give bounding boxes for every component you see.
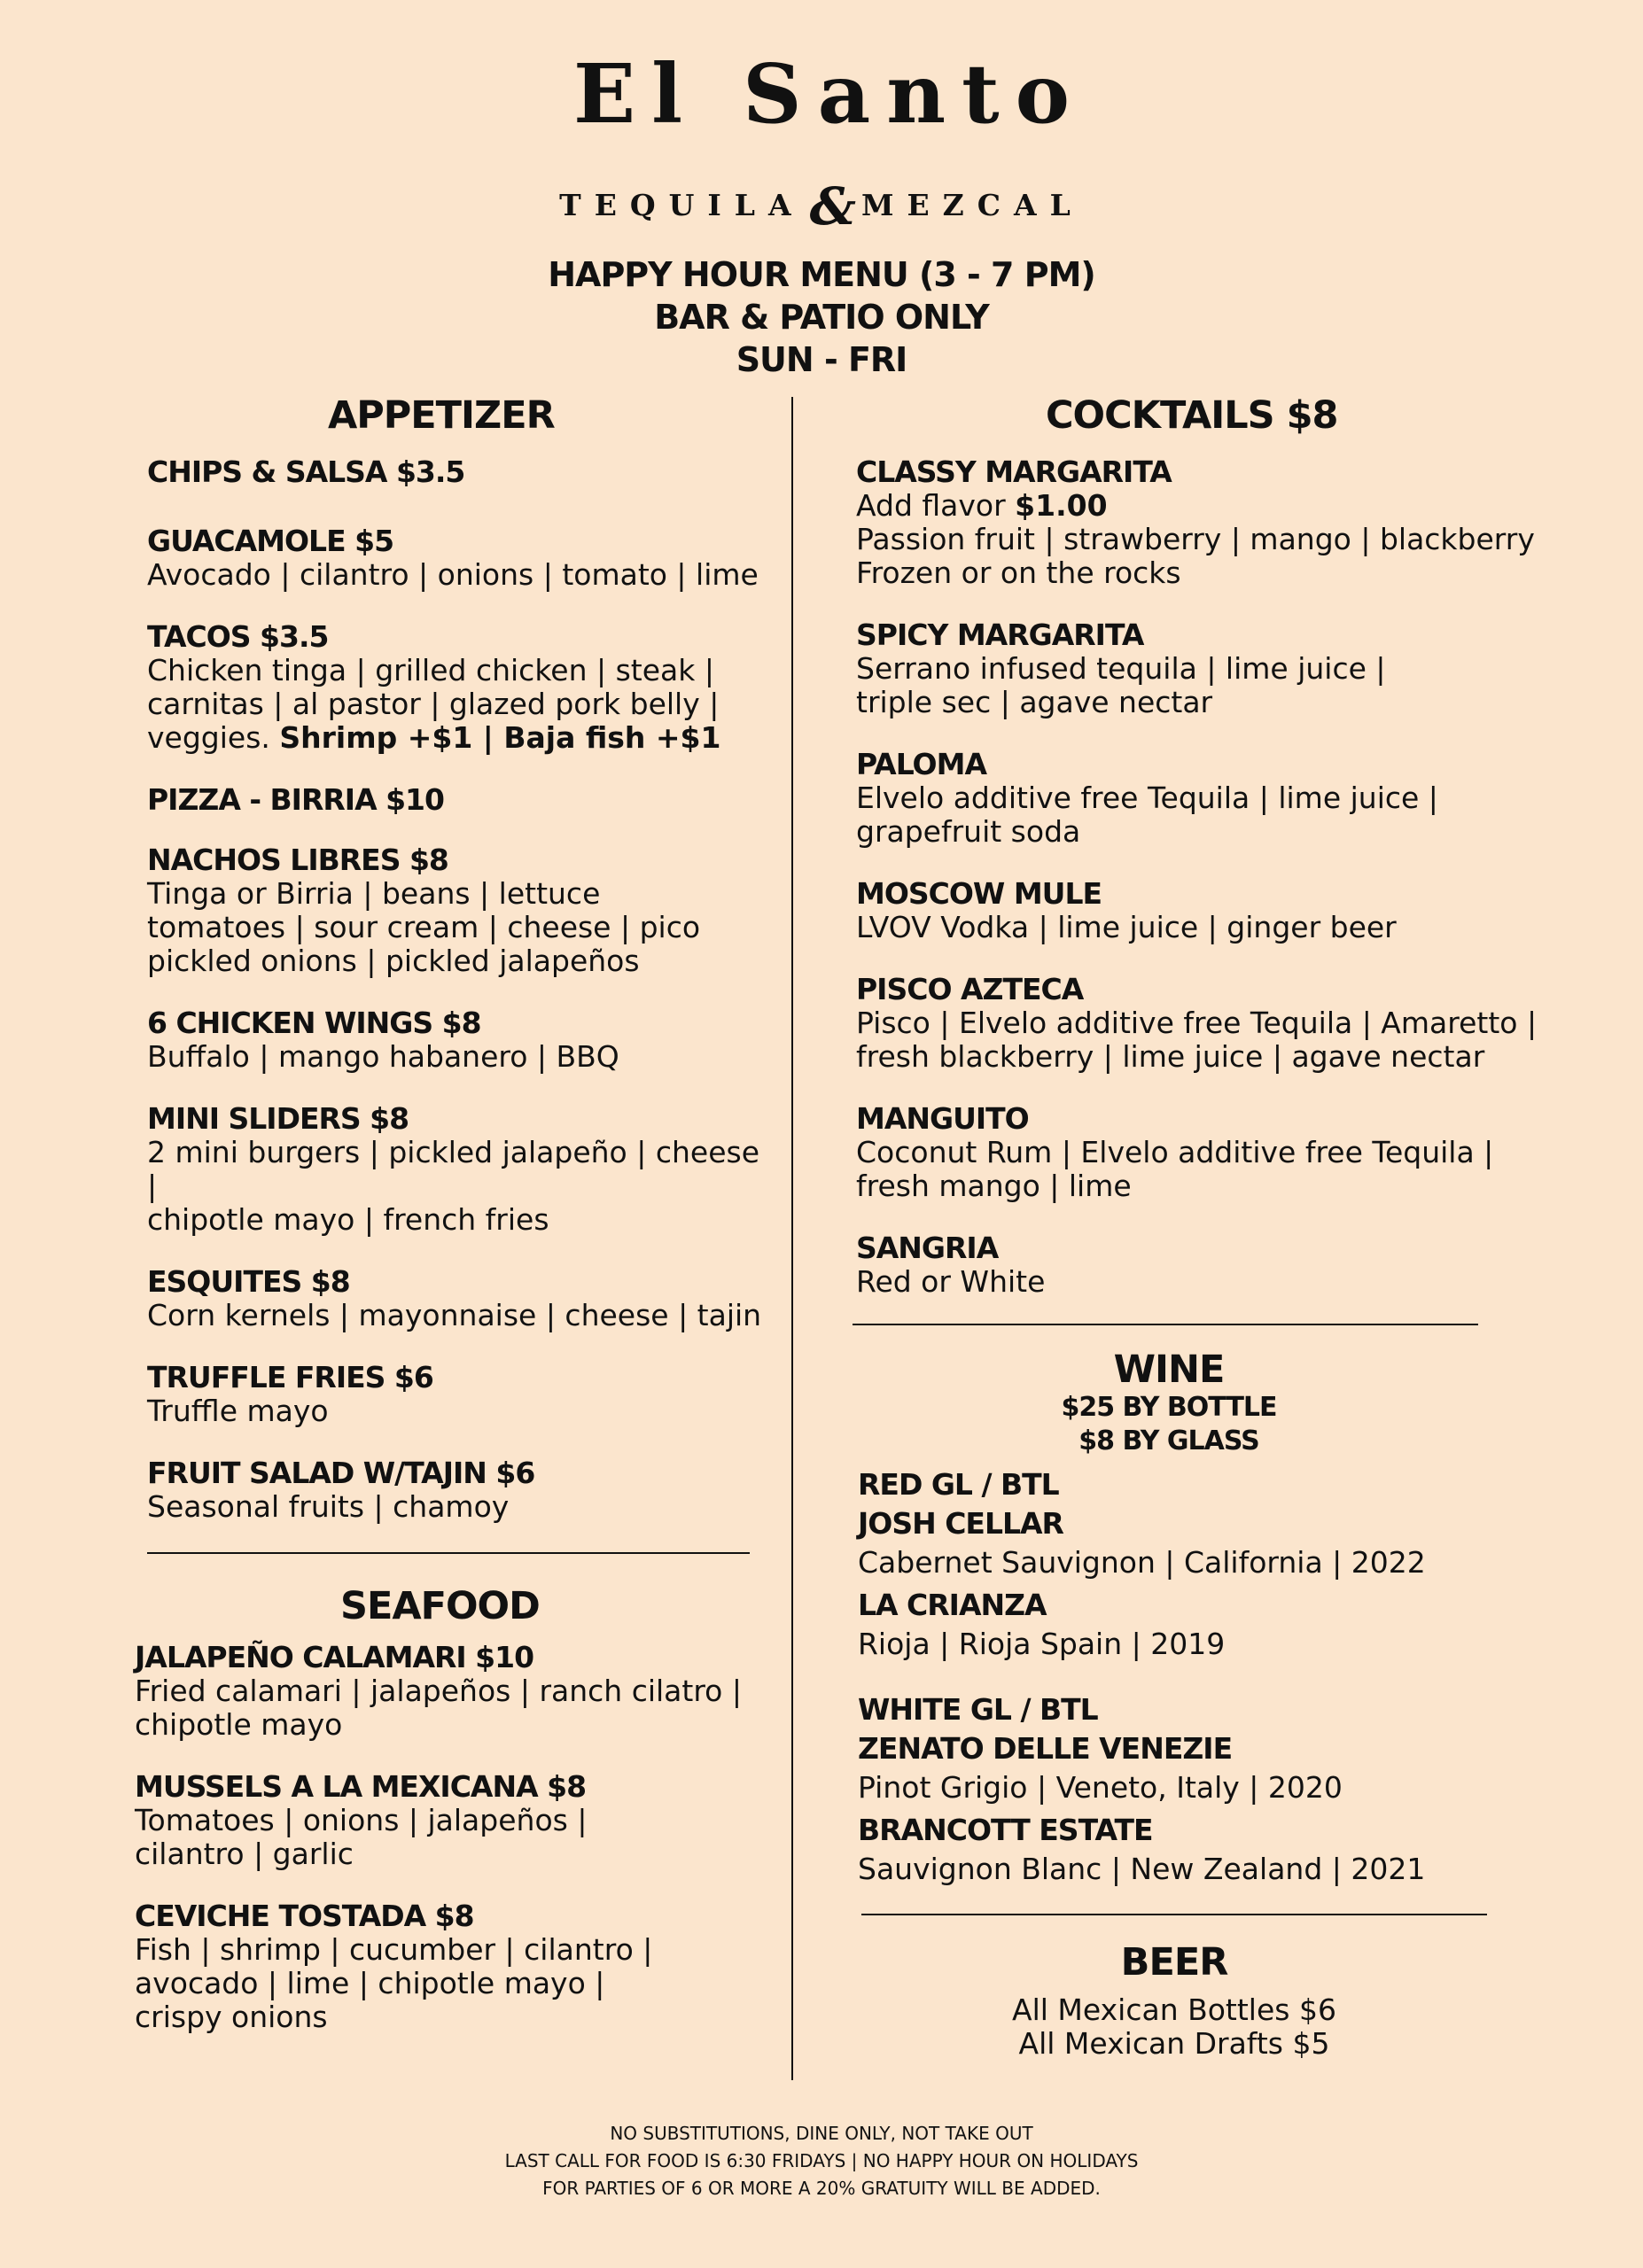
menu-item-name: CEVICHE TOSTADA $8 (135, 1899, 474, 1933)
menu-item-desc: Buffalo | mango habanero | BBQ (147, 1039, 619, 1074)
wine-name: LA CRIANZA (858, 1588, 1047, 1622)
wine-name: ZENATO DELLE VENEZIE (858, 1731, 1233, 1766)
menu-item (147, 843, 767, 978)
menu-item-desc: Pisco | Elvelo additive free Tequila | Amaretto | fresh blackberry | lime juice | agave nectar (856, 1006, 1538, 1074)
menu-item-name: SPICY MARGARITA (856, 617, 1144, 652)
menu-item-name: ESQUITES $8 (147, 1264, 350, 1299)
menu-item (856, 877, 1547, 944)
footer-line: LAST CALL FOR FOOD IS 6:30 FRIDAYS | NO HAPPY HOUR ON HOLIDAYS (504, 2150, 1139, 2171)
menu-item-addon-label: Add flavor (856, 488, 1016, 523)
wine-desc: Sauvignon Blanc | New Zealand | 2021 (858, 1852, 1426, 1886)
menu-item-name: SANGRIA (856, 1231, 999, 1265)
wine-category-white: WHITE GL / BTL (858, 1692, 1098, 1727)
wine-title: WINE (1113, 1348, 1225, 1392)
menu-item-desc: Truffle mayo (147, 1394, 329, 1428)
brand-subtitle (0, 176, 1643, 237)
beer-title: BEER (1120, 1940, 1228, 1984)
menu-item-desc-text: Chicken tinga | grilled chicken | steak | carnitas | al pastor | glazed pork belly | veggies. (147, 653, 720, 755)
menu-item (147, 1006, 767, 1074)
menu-item-desc: LVOV Vodka | lime juice | ginger beer (856, 910, 1397, 944)
menu-item-name: CHIPS & SALSA $3.5 (147, 454, 465, 489)
menu-item-desc: Red or White (856, 1264, 1046, 1299)
menu-item-name: TRUFFLE FRIES $6 (147, 1360, 433, 1394)
menu-item-name: MANGUITO (856, 1101, 1029, 1136)
happy-hour-line: BAR & PATIO ONLY (654, 298, 989, 337)
menu-item-name: MOSCOW MULE (856, 876, 1102, 911)
menu-item (856, 455, 1547, 590)
menu-item (147, 1361, 767, 1428)
wine-section (856, 1348, 1482, 1458)
brand-subtitle-mezcal: MEZCAL (861, 188, 1084, 222)
wine-price-bottle: $25 BY BOTTLE (1061, 1392, 1277, 1423)
menu-item (135, 1641, 767, 1742)
menu-item (856, 748, 1547, 849)
menu-item (147, 524, 767, 592)
cocktails-title: COCKTAILS $8 (1046, 393, 1338, 438)
beer-section (861, 1937, 1487, 2061)
menu-item-name: TACOS $3.5 (147, 619, 329, 654)
wine-category-red: RED GL / BTL (858, 1467, 1059, 1502)
menu-item (856, 973, 1547, 1074)
seafood-title: SEAFOOD (340, 1584, 540, 1628)
column-divider (791, 397, 793, 2080)
brand-subtitle-ampersand: & (809, 176, 856, 237)
menu-item-name: FRUIT SALAD W/TAJIN $6 (147, 1456, 535, 1490)
menu-item-desc: Fried calamari | jalapeños | ranch cilatro | chipotle mayo (135, 1674, 742, 1742)
menu-item (856, 618, 1547, 719)
happy-hour-line: SUN - FRI (736, 340, 907, 379)
menu-item (856, 1231, 1547, 1299)
menu-item-addon-line (856, 489, 1547, 523)
menu-item-desc: Serrano infused tequila | lime juice | triple sec | agave nectar (856, 651, 1386, 719)
wine-desc: Rioja | Rioja Spain | 2019 (858, 1627, 1226, 1661)
menu-item-name: PISCO AZTECA (856, 972, 1084, 1006)
happy-hour-info (0, 253, 1643, 381)
footer-line: FOR PARTIES OF 6 OR MORE A 20% GRATUITY WILL BE ADDED. (542, 2178, 1101, 2199)
section-divider (853, 1324, 1478, 1325)
menu-item-desc: Avocado | cilantro | onions | tomato | lime (147, 557, 759, 592)
menu-item-desc (147, 654, 767, 755)
appetizer-title: APPETIZER (328, 393, 555, 438)
menu-header (0, 46, 1643, 381)
menu-item (135, 1770, 767, 1871)
footer-line: NO SUBSTITUTIONS, DINE ONLY, NOT TAKE OUT (610, 2123, 1033, 2144)
menu-item-name: MUSSELS A LA MEXICANA $8 (135, 1769, 587, 1804)
wine-desc: Pinot Grigio | Veneto, Italy | 2020 (858, 1770, 1343, 1805)
menu-item (147, 620, 767, 755)
menu-item-name: 6 CHICKEN WINGS $8 (147, 1006, 481, 1040)
brand-logo-title: El Santo (573, 46, 1086, 142)
brand-subtitle-tequila: TEQUILA (559, 188, 805, 222)
menu-item-desc: Tinga or Birria | beans | lettuce tomatoes | sour cream | cheese | pico pickled onions | pickled jalapeños (147, 876, 701, 978)
beer-bottles: All Mexican Bottles $6 (1012, 1992, 1336, 2027)
menu-item-name: PIZZA - BIRRIA $10 (147, 782, 444, 817)
right-column (856, 390, 1547, 2061)
menu-item-addon: Shrimp +$1 | Baja fish +$1 (279, 720, 721, 755)
section-divider (861, 1914, 1487, 1915)
menu-footer (0, 2120, 1643, 2202)
menu-item-desc: 2 mini burgers | pickled jalapeño | cheese | chipotle mayo | french fries (147, 1135, 760, 1237)
menu-item-addon-price: $1.00 (1015, 488, 1108, 523)
beer-drafts: All Mexican Drafts $5 (1018, 2026, 1330, 2061)
menu-item (135, 1899, 767, 2034)
wine-name: JOSH CELLAR (858, 1506, 1063, 1541)
section-divider (147, 1552, 750, 1554)
menu-item (147, 1102, 767, 1237)
menu-item-desc: Tomatoes | onions | jalapeños | cilantro | garlic (135, 1803, 588, 1871)
menu-item-name: CLASSY MARGARITA (856, 454, 1172, 489)
wine-name: BRANCOTT ESTATE (858, 1813, 1153, 1847)
menu-item-name: MINI SLIDERS $8 (147, 1101, 409, 1136)
happy-hour-line: HAPPY HOUR MENU (3 - 7 PM) (548, 255, 1095, 294)
wine-desc: Cabernet Sauvignon | California | 2022 (858, 1545, 1426, 1580)
menu-item (147, 1456, 767, 1524)
menu-item-desc: Coconut Rum | Elvelo additive free Tequila | fresh mango | lime (856, 1135, 1494, 1203)
menu-item (147, 455, 767, 489)
menu-item-desc: Elvelo additive free Tequila | lime juice | grapefruit soda (856, 781, 1438, 849)
menu-item (856, 1102, 1547, 1203)
menu-item (147, 783, 767, 817)
menu-item-desc: Corn kernels | mayonnaise | cheese | tajin (147, 1298, 762, 1332)
left-column (135, 390, 767, 2062)
menu-item-desc: Fish | shrimp | cucumber | cilantro | avocado | lime | chipotle mayo | crispy onions (135, 1932, 653, 2034)
menu-item-desc: Passion fruit | strawberry | mango | blackberry Frozen or on the rocks (856, 522, 1535, 590)
menu-item-name: GUACAMOLE $5 (147, 524, 394, 558)
menu-item (147, 1265, 767, 1332)
menu-item-name: PALOMA (856, 747, 986, 781)
menu-item-name: NACHOS LIBRES $8 (147, 843, 448, 877)
wine-price-glass: $8 BY GLASS (1078, 1425, 1259, 1456)
menu-item-desc: Seasonal fruits | chamoy (147, 1489, 510, 1524)
menu-item-name: JALAPEÑO CALAMARI $10 (135, 1640, 534, 1674)
